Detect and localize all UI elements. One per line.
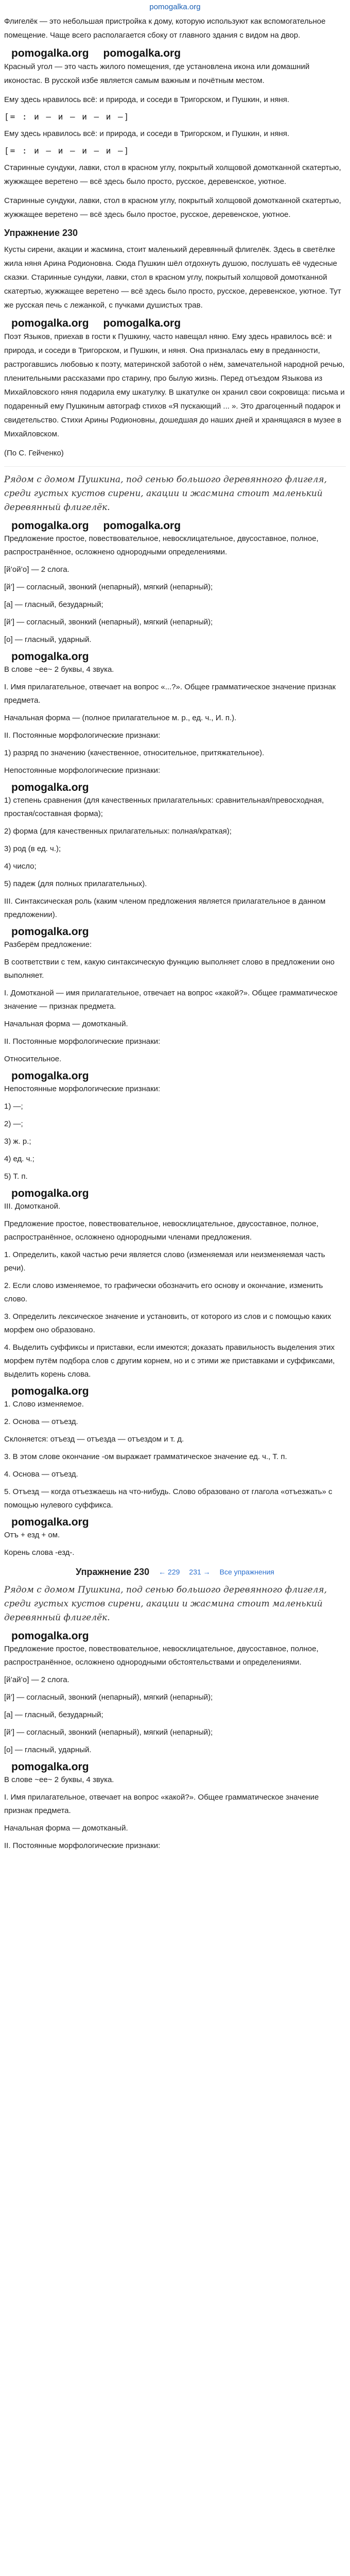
analysis-line: 1. Определить, какой частью речи является слово (изменяемая или неизменяемая часть речи). bbox=[4, 1250, 325, 1273]
analysis-line: 4. Основа — отъезд. bbox=[4, 1470, 78, 1479]
source-citation: (По С. Гейченко) bbox=[4, 449, 64, 457]
analysis-line: 1) —; bbox=[4, 1102, 23, 1111]
sentence-scheme: [= : и — и — и — и —] bbox=[4, 112, 130, 122]
watermark-row bbox=[4, 1385, 346, 1398]
prev-exercise-button[interactable]: ← 229 bbox=[159, 1568, 180, 1576]
analysis-line: I. Домотканой — имя прилагательное, отвечает на вопрос «какой?». Общее грамматическое значение — признак предмета. bbox=[4, 989, 338, 1011]
analysis-line: II. Постоянные морфологические признаки: bbox=[4, 731, 161, 740]
watermark: pomogalka.org bbox=[11, 1630, 89, 1642]
analysis-line: [й’] — согласный, звонкий (непарный), мягкий (непарный); bbox=[4, 1728, 213, 1737]
watermark-row bbox=[4, 926, 346, 938]
analysis-line: [й’] — согласный, звонкий (непарный), мягкий (непарный); bbox=[4, 618, 213, 626]
all-exercises-link[interactable]: Все упражнения bbox=[219, 1568, 274, 1576]
analysis-line: 3) ж. р.; bbox=[4, 1137, 31, 1146]
analysis-line: III. Синтаксическая роль (каким членом предложения является прилагательное в данном предложении). bbox=[4, 897, 326, 919]
analysis-line: Начальная форма — домотканый. bbox=[4, 1824, 128, 1833]
analysis-line: [й’] — согласный, звонкий (непарный), мягкий (непарный); bbox=[4, 583, 213, 591]
watermark: pomogalka.org bbox=[11, 1070, 89, 1082]
analysis-line: В слове ~ее~ 2 буквы, 4 звука. bbox=[4, 665, 114, 674]
site-name[interactable]: pomogalka.org bbox=[149, 3, 201, 11]
site-header[interactable] bbox=[0, 0, 350, 14]
watermark: pomogalka.org bbox=[11, 651, 89, 663]
analysis-line: Разберём предложение: bbox=[4, 940, 92, 949]
analysis-line: [й’ай’о] — 2 слога. bbox=[4, 1675, 69, 1684]
paragraph: Кусты сирени, акации и жасмина, стоит маленький деревянный флигелёк. Здесь в светёлке жила няня Арина Родионовна. Сюда Пушкин шёл отдохнуть душою, послушать её чудесные сказки. Старинные сундуки, лавки, стол в красном углу, покрытый холщовой домотканной скатертью, жужжащее веретено — всё здесь было просто, русское, деревенское, уютное. Тут же русская печь с лежанкой, с пучками душистых трав. bbox=[4, 245, 341, 310]
watermark: pomogalka.org bbox=[11, 317, 89, 329]
watermark: pomogalka.org bbox=[11, 1188, 89, 1199]
watermark: pomogalka.org bbox=[103, 47, 181, 59]
analysis-line: Предложение простое, повествовательное, невосклицательное, двусоставное, полное, распространённое, осложнено однородными членами предложения. bbox=[4, 1219, 319, 1242]
watermark-row bbox=[4, 1761, 346, 1773]
divider bbox=[4, 466, 346, 467]
watermark: pomogalka.org bbox=[103, 520, 181, 532]
analysis-line: Начальная форма — (полное прилагательное м. р., ед. ч., И. п.). bbox=[4, 714, 237, 722]
paragraph: Поэт Языков, приехав в гости к Пушкину, часто навещал няню. Ему здесь нравилось всё: и природа, и соседи в Тригорском, и Пушкин, и няня. Она призналась ему в преданности, растрогавшись любовью к поэту, материнской заботой о нём, замечательной народной речью, пленительными рассказами про старину, про былую жизнь. Перед отъездом Языкова из Михайловского няня подарила ему шкатулку. В шкатулке он хранил свои сокровища: письма и подаренный ему Пушкиным автограф стихов «Я пускающий ... ». Это драгоценный подарок и свидетельство. Стихи Арины Родионовны, дошедшая до наших дней и хранящаяся в музее в Михайловском. bbox=[4, 332, 345, 438]
paragraph: Старинные сундуки, лавки, стол в красном углу, покрытый холщовой домотканной скатертью, жужжащее веретено — всё здесь было просто, русское, деревенское, уютное. bbox=[4, 163, 341, 186]
watermark: pomogalka.org bbox=[11, 1761, 89, 1773]
analysis-line: 2. Основа — отъезд. bbox=[4, 1417, 78, 1426]
watermark-row bbox=[4, 651, 346, 663]
analysis-line: 2) —; bbox=[4, 1120, 23, 1128]
watermark-row bbox=[4, 1630, 346, 1642]
analysis-line: [о] — гласный, ударный. bbox=[4, 1745, 92, 1754]
watermark: pomogalka.org bbox=[103, 317, 181, 329]
analysis-line: [а] — гласный, безударный; bbox=[4, 600, 103, 609]
pager-title: Упражнение 230 bbox=[76, 1566, 150, 1577]
analysis-line: III. Домотканой. bbox=[4, 1202, 61, 1211]
analysis-line: 5. Отъезд — когда отъезжаешь на что-нибудь. Слово образовано от глагола «отъезжать» с помощью нулевого суффикса. bbox=[4, 1487, 332, 1510]
section-title: Упражнение 230 bbox=[4, 228, 78, 238]
watermark: pomogalka.org bbox=[11, 782, 89, 793]
analysis-line: Непостоянные морфологические признаки: bbox=[4, 1084, 161, 1093]
analysis-line: Предложение простое, повествовательное, невосклицательное, двусоставное, полное, распространённое, осложнено однородными определениями. bbox=[4, 534, 319, 556]
analysis-line: 3. В этом слове окончание -ом выражает грамматическое значение ед. ч., Т. п. bbox=[4, 1452, 287, 1461]
watermark-row bbox=[4, 1516, 346, 1529]
watermark-row bbox=[4, 317, 346, 330]
analysis-line: [о] — гласный, ударный. bbox=[4, 635, 92, 644]
paragraph: Ему здесь нравилось всё: и природа, и соседи в Тригорском, и Пушкин, и няня. bbox=[4, 129, 290, 138]
watermark: pomogalka.org bbox=[11, 47, 89, 59]
watermark: pomogalka.org bbox=[11, 1385, 89, 1397]
analysis-line: Предложение простое, повествовательное, невосклицательное, двусоставное, полное, распространённое, осложнено однородными обстоятельствами и определениями. bbox=[4, 1645, 319, 1667]
analysis-line: 2. Если слово изменяемое, то графически обозначить его основу и окончание, изменить слово. bbox=[4, 1281, 323, 1303]
handwritten-sentence: Рядом с домом Пушкина, под сенью большого деревянного флигеля, среди густых кустов сирени, акации и жасмина стоит маленький деревянный флигелёк. bbox=[4, 474, 327, 513]
handwritten-sentence: Рядом с домом Пушкина, под сенью большого деревянного флигеля, среди густых кустов сирени, акации и жасмина стоит маленький деревянный флигелёк. bbox=[4, 1585, 327, 1623]
analysis-line: 4) ед. ч.; bbox=[4, 1155, 34, 1163]
analysis-line: Склоняется: отъезд — отъезда — отъездом и т. д. bbox=[4, 1435, 184, 1444]
watermark: pomogalka.org bbox=[11, 1516, 89, 1528]
analysis-line: [й’ой’о] — 2 слога. bbox=[4, 565, 69, 574]
analysis-line: 4. Выделить суффиксы и приставки, если имеются; доказать правильность выделения этих морфем путём подбора слов с другим корнем, но и с этими же приставками и суффиксами, выделить корень слова. bbox=[4, 1343, 335, 1379]
analysis-line: [а] — гласный, безударный; bbox=[4, 1710, 103, 1719]
analysis-line: [й’] — согласный, звонкий (непарный), мягкий (непарный); bbox=[4, 1693, 213, 1702]
sentence-scheme: [= : и — и — и — и —] bbox=[4, 146, 130, 156]
analysis-line: II. Постоянные морфологические признаки: bbox=[4, 1037, 161, 1046]
exercise-pager bbox=[4, 1564, 346, 1580]
analysis-line: 2) форма (для качественных прилагательных: полная/краткая); bbox=[4, 827, 232, 836]
watermark-row bbox=[4, 782, 346, 794]
watermark: pomogalka.org bbox=[11, 520, 89, 532]
analysis-line: I. Имя прилагательное, отвечает на вопрос «...?». Общее грамматическое значение признак предмета. bbox=[4, 683, 336, 705]
analysis-line: 1) разряд по значению (качественное, относительное, притяжательное). bbox=[4, 749, 265, 757]
analysis-line: Корень слова -езд-. bbox=[4, 1548, 75, 1557]
analysis-line: 1) степень сравнения (для качественных прилагательных: сравнительная/превосходная, простая/составная форма); bbox=[4, 796, 324, 818]
analysis-line: II. Постоянные морфологические признаки: bbox=[4, 1841, 161, 1850]
next-exercise-button[interactable]: 231 → bbox=[189, 1568, 211, 1576]
analysis-list bbox=[4, 532, 346, 1560]
analysis-line: 4) число; bbox=[4, 862, 37, 871]
analysis-line: Отъ + езд + ом. bbox=[4, 1531, 60, 1539]
watermark-row bbox=[4, 520, 346, 532]
document-body bbox=[0, 14, 350, 1853]
watermark: pomogalka.org bbox=[11, 926, 89, 938]
paragraph: Старинные сундуки, лавки, стол в красном углу, покрытый холщовой домотканной скатертью, жужжащее веретено — всё здесь было простое, русское, деревенское, уютное. bbox=[4, 196, 341, 219]
analysis-line: Начальная форма — домотканый. bbox=[4, 1020, 128, 1028]
paragraph: Флигелёк — это небольшая пристройка к дому, которую используют как вспомогательное помещение. Чаще всего располагается сбоку от главного здания с видом на двор. bbox=[4, 17, 326, 40]
paragraph: Ему здесь нравилось всё: и природа, и соседи в Тригорском, и Пушкин, и няня. bbox=[4, 95, 290, 104]
analysis-line: 3. Определить лексическое значение и установить, от которого из слов и с помощью каких морфем оно образовано. bbox=[4, 1312, 331, 1334]
analysis-line: 5) Т. п. bbox=[4, 1172, 28, 1181]
paragraph: Красный угол — это часть жилого помещения, где установлена икона или домашний иконостас. В русской избе является самым важным и почётным местом. bbox=[4, 62, 310, 85]
watermark-row bbox=[4, 47, 346, 60]
analysis-line: 1. Слово изменяемое. bbox=[4, 1400, 84, 1409]
analysis-line: 3) род (в ед. ч.); bbox=[4, 844, 61, 853]
analysis-line: Относительное. bbox=[4, 1055, 62, 1063]
analysis-line: В слове ~ее~ 2 буквы, 4 звука. bbox=[4, 1775, 114, 1784]
analysis-line: Непостоянные морфологические признаки: bbox=[4, 766, 161, 775]
watermark-row bbox=[4, 1188, 346, 1200]
watermark-row bbox=[4, 1070, 346, 1082]
analysis-line: 5) падеж (для полных прилагательных). bbox=[4, 879, 147, 888]
analysis-line: I. Имя прилагательное, отвечает на вопрос «какой?». Общее грамматическое значение признак предмета. bbox=[4, 1793, 319, 1815]
analysis-list bbox=[4, 1642, 346, 1853]
analysis-line: В соответствии с тем, какую синтаксическую функцию выполняет слово в предложении оно выполняет. bbox=[4, 958, 335, 980]
